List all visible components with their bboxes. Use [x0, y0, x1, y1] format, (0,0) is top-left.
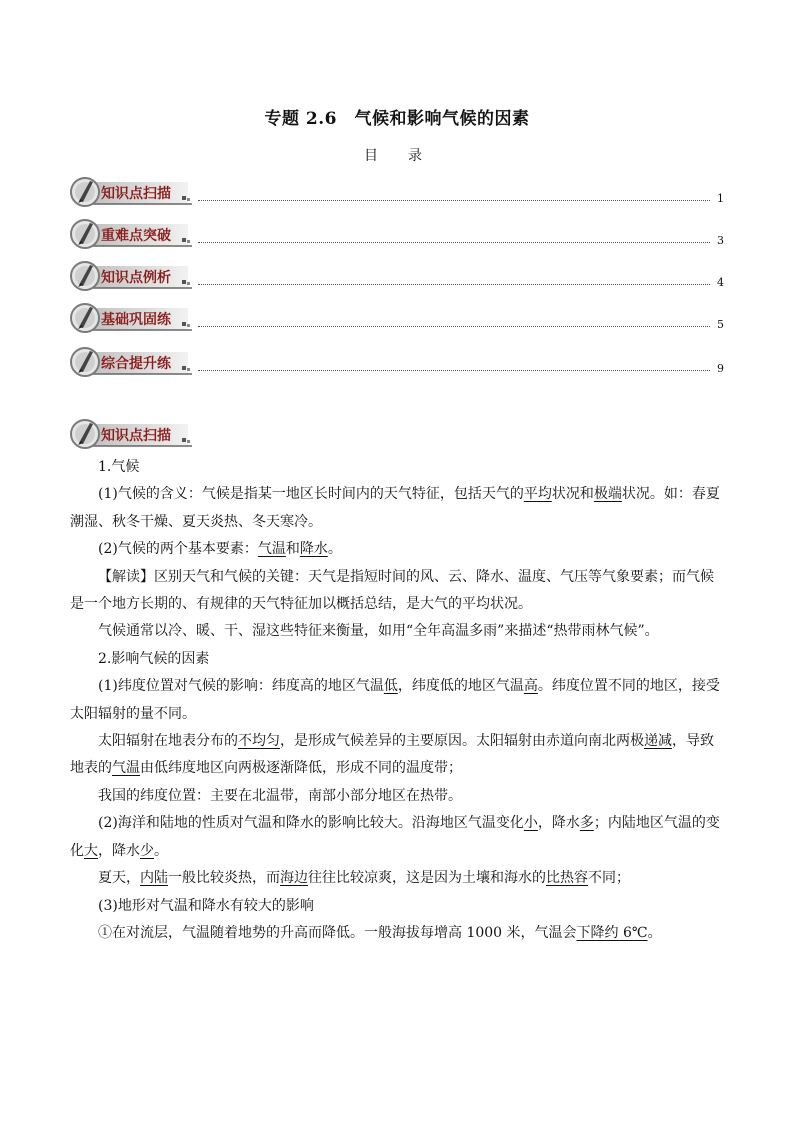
paragraph [70, 673, 724, 728]
underlined-term: 平均 [523, 486, 552, 503]
text-run: (3)地形对气温和降水有较大的影响 [98, 897, 314, 914]
text-run: ，导致地表的 [70, 733, 714, 777]
paragraph [70, 646, 724, 673]
paragraph [70, 536, 724, 563]
text-run: 。 [327, 541, 342, 558]
text-run: 一般比较炎热，而 [168, 870, 280, 887]
toc-leader-dots [198, 284, 710, 285]
underlined-term: 降水 [299, 541, 328, 558]
paragraph [70, 920, 724, 947]
underlined-term: 不均匀 [238, 733, 280, 750]
text-run: 状况和 [551, 486, 594, 503]
paragraph [70, 810, 724, 865]
text-run: 不同； [588, 870, 630, 887]
text-run: ，是形成气候差异的主要原因。太阳辐射由赤道向南北两极 [280, 733, 644, 750]
text-run: 气候通常以冷、暖、干、湿这些特征来衡量，如用“全年高温多雨”来描述“热带雨林气候”。 [98, 623, 659, 640]
toc-label: 综合提升练 [101, 356, 171, 372]
paragraph [70, 564, 724, 619]
toc-badge [70, 260, 194, 292]
toc-leader-dots [198, 200, 710, 201]
toc-row[interactable] [70, 176, 724, 208]
underlined-term: 气温 [257, 541, 286, 558]
toc-leader-dots [198, 370, 710, 371]
text-run: 我国的纬度位置：主要在北温带，南部小部分地区在热带。 [98, 787, 462, 804]
paragraph [70, 618, 724, 645]
text-run: ；内陆地区气温的变化 [70, 815, 720, 859]
toc-badge [70, 346, 194, 378]
text-run: 由低纬度地区向两极逐渐降低，形成不同的温度带； [140, 760, 462, 777]
underlined-term: 比热容 [546, 870, 588, 887]
text-run: (2)海洋和陆地的性质对气温和降水的影响比较大。沿海地区气温变化 [98, 815, 524, 832]
toc-row[interactable] [70, 260, 724, 292]
text-run: 夏天， [98, 870, 140, 887]
toc-label: 重难点突破 [101, 228, 171, 244]
text-run: ①在对流层，气温随着地势的升高而降低。一般海拔每增高 1000 米，气温会 [98, 924, 577, 941]
toc-page-number: 5 [717, 318, 724, 331]
underlined-term: 小 [523, 815, 538, 832]
paragraph [70, 728, 724, 783]
text-run: 状况。如：春夏潮湿、秋冬干燥、夏天炎热、冬天寒冷。 [70, 486, 720, 530]
toc-badge [70, 302, 194, 334]
underlined-term: 大 [84, 842, 98, 859]
paragraph [70, 783, 724, 810]
text-run: 2.影响气候的因素 [98, 650, 210, 667]
underlined-term: 多 [579, 815, 594, 832]
paragraph [70, 865, 724, 892]
toc-page-number: 1 [717, 192, 724, 205]
toc-label: 基础巩固练 [101, 312, 171, 328]
underlined-term: 气温 [112, 760, 140, 777]
underlined-term: 高 [523, 678, 538, 695]
toc-badge [70, 218, 194, 250]
underlined-term: 递减 [644, 733, 672, 750]
toc-page-number: 4 [717, 276, 724, 289]
toc-leader-dots [198, 326, 710, 327]
underlined-term: 海边 [280, 870, 308, 887]
text-run: (1)气候的含义：气候是指某一地区长时间内的天气特征，包括天气的 [98, 486, 524, 503]
toc-row[interactable] [70, 302, 724, 334]
toc-leader-dots [198, 242, 710, 243]
underlined-term: 下降约 6℃ [576, 924, 648, 941]
text-run: (2)气候的两个基本要素： [98, 541, 258, 558]
underlined-term: 少 [140, 842, 154, 859]
text-run: 。纬度位置不同的地区，接受太阳辐射的量不同。 [70, 678, 720, 722]
underlined-term: 低 [383, 678, 398, 695]
toc-page-number: 3 [717, 234, 724, 247]
text-run: ，降水 [98, 842, 140, 859]
text-run: 往往比较凉爽，这是因为土壤和海水的 [308, 870, 546, 887]
toc-row[interactable] [70, 346, 724, 378]
toc-page-number: 9 [717, 362, 724, 375]
toc-label: 知识点扫描 [101, 186, 171, 202]
section-badge [70, 418, 194, 450]
paragraph [70, 893, 724, 920]
text-run: 。 [154, 842, 168, 859]
underlined-term: 极端 [593, 486, 622, 503]
toc-label: 知识点例析 [101, 270, 171, 286]
toc-row[interactable] [70, 218, 724, 250]
paragraph [70, 481, 724, 536]
toc-badge [70, 176, 194, 208]
section-badge-label: 知识点扫描 [101, 428, 171, 444]
text-run: ，降水 [537, 815, 580, 832]
toc-heading: 目 录 [364, 148, 430, 164]
text-run: 太阳辐射在地表分布的 [98, 733, 238, 750]
text-run: ，纬度低的地区气温 [397, 678, 524, 695]
paragraph [70, 454, 724, 481]
body-text [70, 454, 724, 947]
text-run: 。 [647, 924, 662, 941]
text-run: (1)纬度位置对气候的影响：纬度高的地区气温 [98, 678, 384, 695]
document-title: 专题 2.6 气候和影响气候的因素 [264, 109, 530, 129]
text-run: 和 [285, 541, 300, 558]
text-run: 【解读】区别天气和气候的关键：天气是指短时间的风、云、降水、温度、气压等气象要素；而气候是一个地方长期的、有规律的天气特征加以概括总结，是大气的平均状况。 [70, 568, 714, 613]
underlined-term: 内陆 [140, 870, 168, 887]
text-run: 1.气候 [98, 459, 140, 475]
